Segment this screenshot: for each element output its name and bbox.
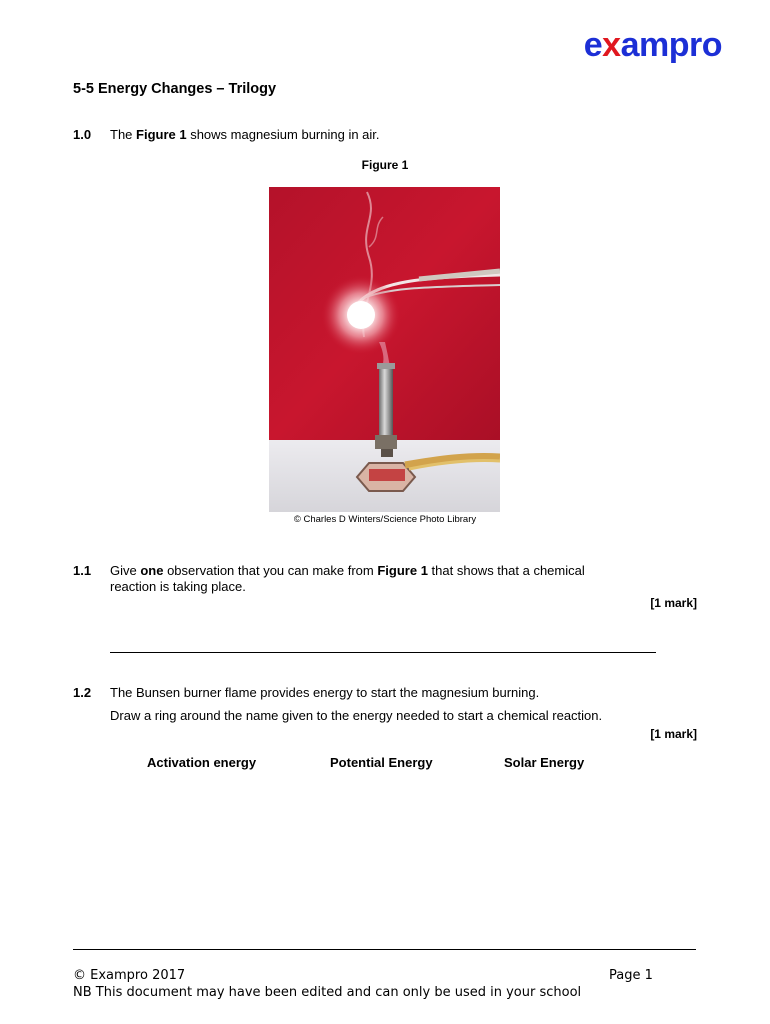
question-1-0-text [110, 127, 380, 143]
q11-text-5: that shows that a chemical [427, 563, 585, 578]
logo-part-x: x [602, 26, 621, 64]
q12-mark: [1 mark] [650, 727, 697, 741]
footer-note: NB This document may have been edited and can only be used in your school [73, 985, 582, 1000]
q10-text-pre: The [110, 127, 137, 142]
footer-page-number: Page 1 [609, 968, 653, 983]
footer-divider [73, 949, 696, 950]
page-title: 5-5 Energy Changes – Trilogy [73, 81, 277, 97]
q10-text-post: shows magnesium burning in air. [186, 127, 380, 142]
footer-copyright: © Exampro 2017 [73, 968, 186, 983]
logo-part-e: e [583, 26, 603, 64]
photo-credit: © Charles D Winters/Science Photo Library [293, 514, 477, 525]
question-number-1-2: 1.2 [73, 685, 92, 700]
option-solar-energy[interactable]: Solar Energy [504, 755, 585, 770]
question-1-2-line-1: The Bunsen burner flame provides energy to start the magnesium burning. [110, 685, 540, 700]
question-1-1-text [110, 563, 670, 595]
question-1-2-line-2: Draw a ring around the name given to the energy needed to start a chemical reaction. [110, 708, 603, 723]
figure-caption: Figure 1 [361, 158, 409, 172]
option-activation-energy[interactable]: Activation energy [147, 755, 257, 770]
question-number-1-1: 1.1 [73, 563, 92, 578]
q11-text-one: one [140, 563, 164, 578]
q11-text-6: reaction is taking place. [110, 579, 246, 594]
magnesium-burning-photo [269, 187, 500, 512]
question-number-1-0: 1.0 [73, 127, 92, 142]
option-potential-energy[interactable]: Potential Energy [330, 755, 433, 770]
q11-mark: [1 mark] [650, 596, 697, 610]
answer-line[interactable] [110, 652, 656, 653]
logo-part-ampro: ampro [620, 26, 722, 64]
q11-text-figure: Figure 1 [377, 563, 428, 578]
q11-text-3: observation that you can make from [163, 563, 378, 578]
q11-text-1: Give [110, 563, 141, 578]
exampro-logo [584, 26, 722, 65]
q10-text-bold: Figure 1 [136, 127, 187, 142]
